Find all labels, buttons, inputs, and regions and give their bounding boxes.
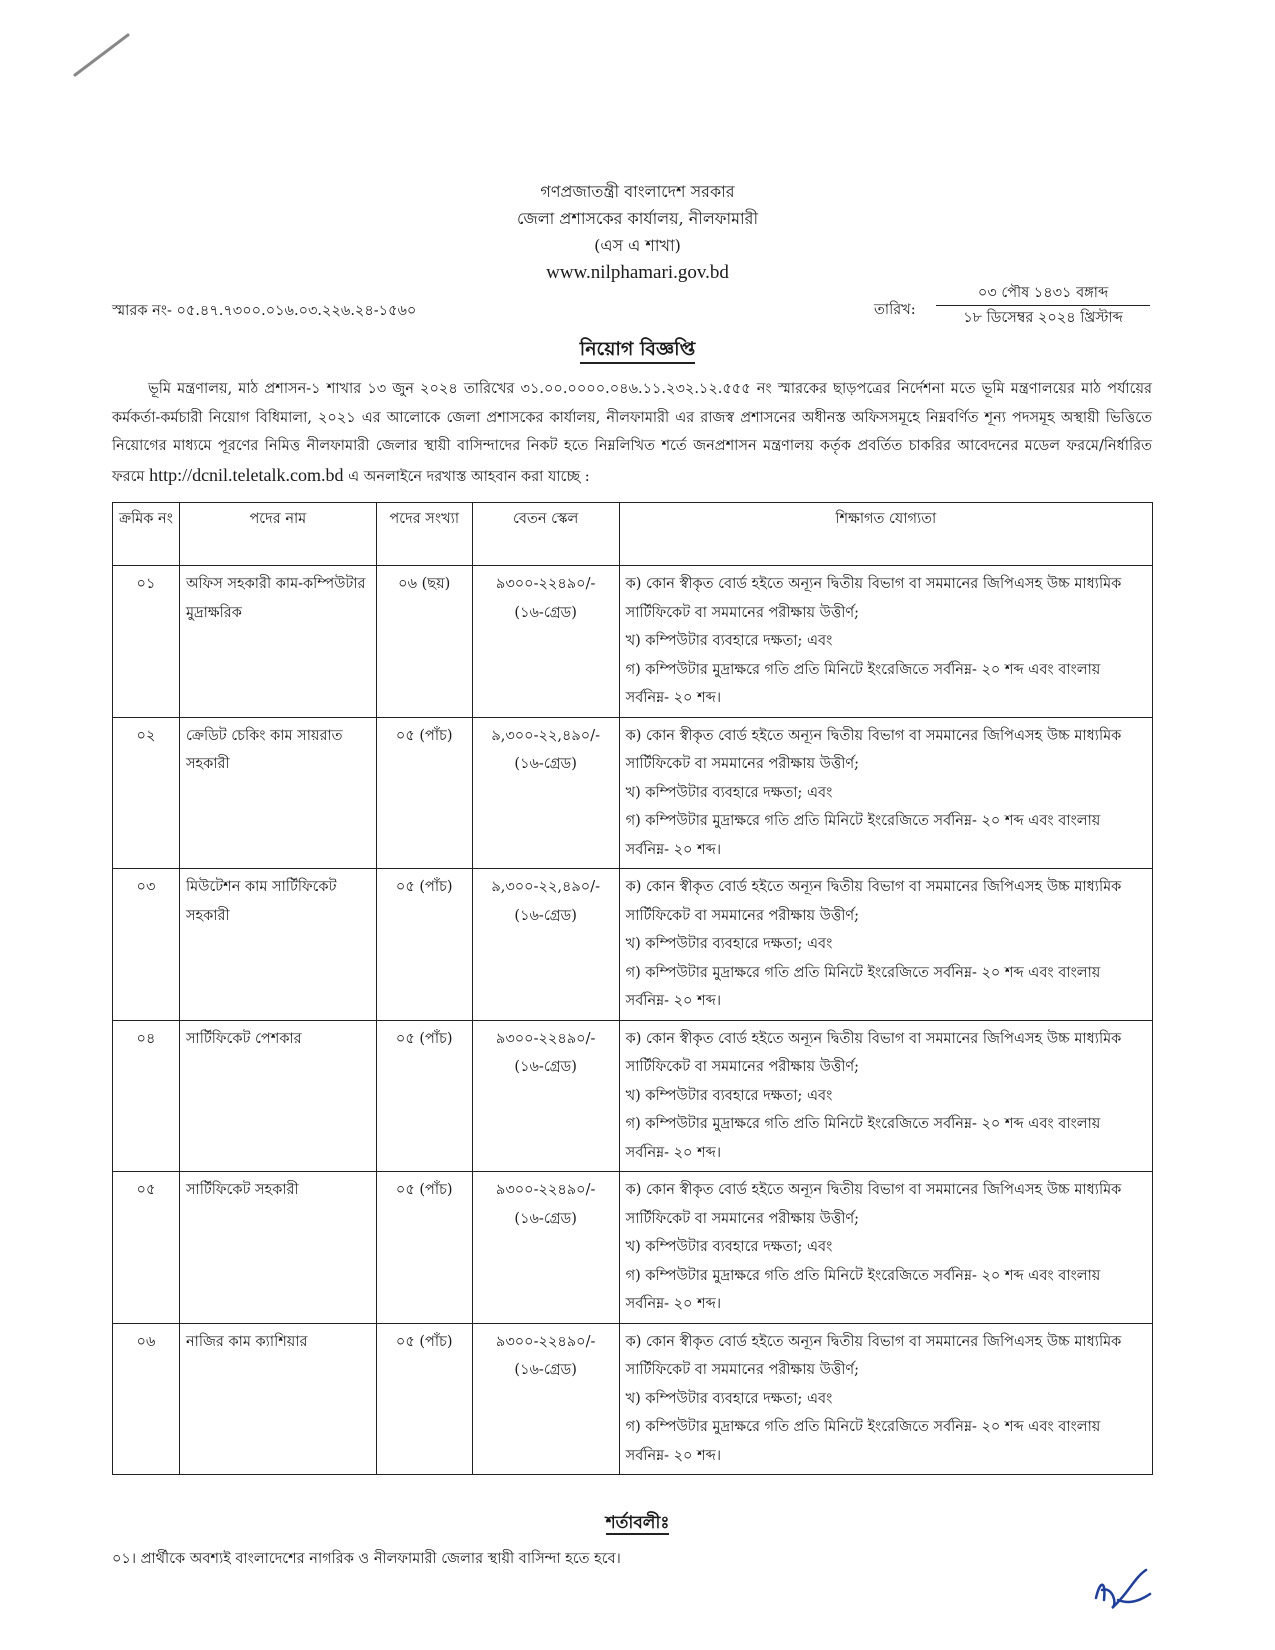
row-serial: ০৫ (113, 1172, 180, 1324)
scale-grade: (১৬-গ্রেড) (514, 604, 577, 621)
qualification-a: ক) কোন স্বীকৃত বোর্ড হইতে অন্যূন দ্বিতীয় বিভাগ বা সমমানের জিপিএসহ উচ্চ মাধ্যমিক সার্টিফিকেট বা সমমানের পরীক্ষায় উত্তীর্ণ; (625, 879, 1122, 924)
qualification-b: খ) কম্পিউটার ব্যবহারে দক্ষতা; এবং (625, 784, 833, 801)
vacancy-table (112, 502, 1153, 1475)
scale-value: ৯,৩০০-২২,৪৯০/- (491, 727, 601, 744)
row-scale (472, 1323, 619, 1475)
row-qualification (619, 1020, 1152, 1172)
row-count: ০৫ (পাঁচ) (376, 1323, 472, 1475)
row-count: ০৫ (পাঁচ) (376, 717, 472, 869)
date-english: ১৮ ডিসেম্বর ২০২৪ খ্রিস্টাব্দ (963, 310, 1123, 326)
qualification-c: গ) কম্পিউটার মুদ্রাক্ষরে গতি প্রতি মিনিটে ইংরেজিতে সর্বনিম্ন- ২০ শব্দ এবং বাংলায় সর্বনিম্ন- ২০ শব্দ। (625, 1267, 1101, 1312)
intro-paragraph (112, 375, 1152, 491)
notice-title-text: নিয়োগ বিজ্ঞপ্তি (580, 338, 695, 364)
header-count: পদের সংখ্যা (376, 503, 472, 566)
header-post: পদের নাম (179, 503, 376, 566)
intro-tail: এ অনলাইনে দরখাস্ত আহবান করা যাচ্ছে : (348, 468, 590, 485)
row-post: সার্টিফিকেট পেশকার (179, 1020, 376, 1172)
date-block (874, 282, 1154, 332)
application-link[interactable]: http://dcnil.teletalk.com.bd (149, 464, 344, 485)
date-bangla: ০৩ পৌষ ১৪৩১ বঙ্গাব্দ (977, 285, 1109, 301)
scale-value: ৯৩০০-২২৪৯০/- (495, 1182, 596, 1198)
qualification-b: খ) কম্পিউটার ব্যবহারে দক্ষতা; এবং (625, 936, 833, 952)
scale-grade: (১৬-গ্রেড) (514, 907, 577, 924)
row-count: ০৫ (পাঁচ) (376, 1172, 472, 1324)
qualification-c: গ) কম্পিউটার মুদ্রাক্ষরে গতি প্রতি মিনিটে ইংরেজিতে সর্বনিম্ন- ২০ শব্দ এবং বাংলায় সর্বনিম্ন- ২০ শব্দ। (625, 1116, 1101, 1161)
qualification-c: গ) কম্পিউটার মুদ্রাক্ষরে গতি প্রতি মিনিটে ইংরেজিতে সর্বনিম্ন- ২০ শব্দ এবং বাংলায় সর্বনিম্ন- ২০ শব্দ। (625, 1419, 1101, 1464)
qualification-b: খ) কম্পিউটার ব্যবহারে দক্ষতা; এবং (625, 1390, 833, 1407)
qualification-c: গ) কম্পিউটার মুদ্রাক্ষরে গতি প্রতি মিনিটে ইংরেজিতে সর্বনিম্ন- ২০ শব্দ এবং বাংলায় সর্বনিম্ন- ২০ শব্দ। (625, 661, 1101, 706)
table-row (113, 869, 1153, 1021)
table-row (113, 717, 1153, 869)
row-post: নাজির কাম ক্যাশিয়ার (179, 1323, 376, 1475)
scale-value: ৯৩০০-২২৪৯০/- (495, 1333, 596, 1350)
row-serial: ০৪ (113, 1020, 180, 1172)
row-scale (472, 869, 619, 1021)
row-qualification (619, 869, 1152, 1021)
header-scale: বেতন স্কেল (472, 503, 619, 566)
qualification-c: গ) কম্পিউটার মুদ্রাক্ষরে গতি প্রতি মিনিটে ইংরেজিতে সর্বনিম্ন- ২০ শব্দ এবং বাংলায় সর্বনিম্ন- ২০ শব্দ। (625, 813, 1101, 858)
row-post: মিউটেশন কাম সার্টিফিকেট সহকারী (179, 869, 376, 1021)
letterhead (0, 178, 1275, 286)
table-header-row (113, 503, 1153, 566)
scale-grade: (১৬-গ্রেড) (514, 756, 577, 772)
signature-initial (1088, 1560, 1158, 1620)
scale-grade: (১৬-গ্রেড) (514, 1210, 577, 1227)
row-qualification (619, 1323, 1152, 1475)
row-count: ০৬ (ছয়) (376, 566, 472, 718)
scale-value: ৯,৩০০-২২,৪৯০/- (491, 879, 601, 895)
qualification-a: ক) কোন স্বীকৃত বোর্ড হইতে অন্যূন দ্বিতীয় বিভাগ বা সমমানের জিপিএসহ উচ্চ মাধ্যমিক সার্টিফিকেট বা সমমানের পরীক্ষায় উত্তীর্ণ; (625, 727, 1122, 772)
table-row (113, 566, 1153, 718)
qualification-c: গ) কম্পিউটার মুদ্রাক্ষরে গতি প্রতি মিনিটে ইংরেজিতে সর্বনিম্ন- ২০ শব্দ এবং বাংলায় সর্বনিম্ন- ২০ শব্দ। (625, 964, 1101, 1009)
header-serial: ক্রমিক নং (113, 503, 180, 566)
terms-heading (0, 1510, 1275, 1538)
website-link[interactable]: www.nilphamari.gov.bd (546, 262, 729, 283)
section-name: (এস এ শাখা) (594, 236, 681, 255)
row-qualification (619, 717, 1152, 869)
qualification-a: ক) কোন স্বীকৃত বোর্ড হইতে অন্যূন দ্বিতীয় বিভাগ বা সমমানের জিপিএসহ উচ্চ মাধ্যমিক সার্টিফিকেট বা সমমানের পরীক্ষায় উত্তীর্ণ; (625, 1182, 1122, 1227)
terms-heading-text: শর্তাবলীঃ (605, 1513, 670, 1533)
row-scale (472, 717, 619, 869)
scale-value: ৯৩০০-২২৪৯০/- (495, 576, 596, 592)
qualification-a: ক) কোন স্বীকৃত বোর্ড হইতে অন্যূন দ্বিতীয় বিভাগ বা সমমানের জিপিএসহ উচ্চ মাধ্যমিক সার্টিফিকেট বা সমমানের পরীক্ষায় উত্তীর্ণ; (625, 576, 1122, 621)
term-item: ০১। প্রার্থীকে অবশ্যই বাংলাদেশের নাগরিক ও নীলফামারী জেলার স্থায়ী বাসিন্দা হতে হবে। (112, 1551, 621, 1567)
date-label: তারিখ: (874, 302, 916, 318)
notice-title (0, 335, 1275, 367)
row-qualification (619, 566, 1152, 718)
row-scale (472, 1172, 619, 1324)
qualification-a: ক) কোন স্বীকৃত বোর্ড হইতে অন্যূন দ্বিতীয় বিভাগ বা সমমানের জিপিএসহ উচ্চ মাধ্যমিক সার্টিফিকেট বা সমমানের পরীক্ষায় উত্তীর্ণ; (625, 1333, 1122, 1378)
government-name: গণপ্রজাতন্ত্রী বাংলাদেশ সরকার (540, 182, 735, 201)
table-row (113, 1323, 1153, 1475)
row-serial: ০১ (113, 566, 180, 718)
qualification-a: ক) কোন স্বীকৃত বোর্ড হইতে অন্যূন দ্বিতীয় বিভাগ বা সমমানের জিপিএসহ উচ্চ মাধ্যমিক সার্টিফিকেট বা সমমানের পরীক্ষায় উত্তীর্ণ; (625, 1030, 1122, 1075)
row-serial: ০৬ (113, 1323, 180, 1475)
row-serial: ০২ (113, 717, 180, 869)
scale-grade: (১৬-গ্রেড) (514, 1362, 577, 1378)
row-scale (472, 566, 619, 718)
row-post: সার্টিফিকেট সহকারী (179, 1172, 376, 1324)
row-count: ০৫ (পাঁচ) (376, 1020, 472, 1172)
memo-number: স্মারক নং- ০৫.৪৭.৭৩০০.০১৬.০৩.২২৬.২৪-১৫৬০ (112, 303, 417, 319)
row-count: ০৫ (পাঁচ) (376, 869, 472, 1021)
qualification-b: খ) কম্পিউটার ব্যবহারে দক্ষতা; এবং (625, 633, 833, 649)
intro-text: ভূমি মন্ত্রণালয়, মাঠ প্রশাসন-১ শাখার ১৩ জুন ২০২৪ তারিখের ৩১.০০.০০০০.০৪৬.১১.২৩২.১২.৫৫৫ নং স্মারকের ছাড়পত্রের নির্দেশনা মতে ভূমি মন্ত্রণালয়ের মাঠ পর্যায়ের কর্মকর্তা-কর্মচারী নিয়োগ বিধিমালা, ২০২১ এর আলোকে জেলা প্রশাসকের কার্যালয়, নীলফামারী এর রাজস্ব প্রশাসনের অধীনস্ত অফিসসমূহে নিম্নবর্ণিত শূন্য পদসমূহ অস্থায়ী ভিত্তিতে নিয়োগের মাধ্যমে পূরণের নিমিত্ত নীলফামারী জেলার স্থায়ী বাসিন্দাদের নিকট হতে নিম্নলিখিত শর্তে জনপ্রশাসন মন্ত্রণালয় কর্তৃক প্রবর্তিত চাকরির আবেদনের মডেল ফরমে/নির্ধারিত ফরমে (112, 381, 1152, 485)
pen-stroke-mark (70, 30, 140, 90)
row-post: ক্রেডিট চেকিং কাম সায়রাত সহকারী (179, 717, 376, 869)
date-divider (936, 305, 1150, 306)
table-row (113, 1172, 1153, 1324)
row-serial: ০৩ (113, 869, 180, 1021)
table-row (113, 1020, 1153, 1172)
header-qualification: শিক্ষাগত যোগ্যতা (619, 503, 1152, 566)
office-name: জেলা প্রশাসকের কার্যালয়, নীলফামারী (516, 209, 759, 228)
qualification-b: খ) কম্পিউটার ব্যবহারে দক্ষতা; এবং (625, 1239, 833, 1255)
row-post: অফিস সহকারী কাম-কম্পিউটার মুদ্রাক্ষরিক (179, 566, 376, 718)
row-qualification (619, 1172, 1152, 1324)
scale-value: ৯৩০০-২২৪৯০/- (495, 1030, 596, 1047)
qualification-b: খ) কম্পিউটার ব্যবহারে দক্ষতা; এবং (625, 1087, 833, 1104)
row-scale (472, 1020, 619, 1172)
scale-grade: (১৬-গ্রেড) (514, 1059, 577, 1075)
